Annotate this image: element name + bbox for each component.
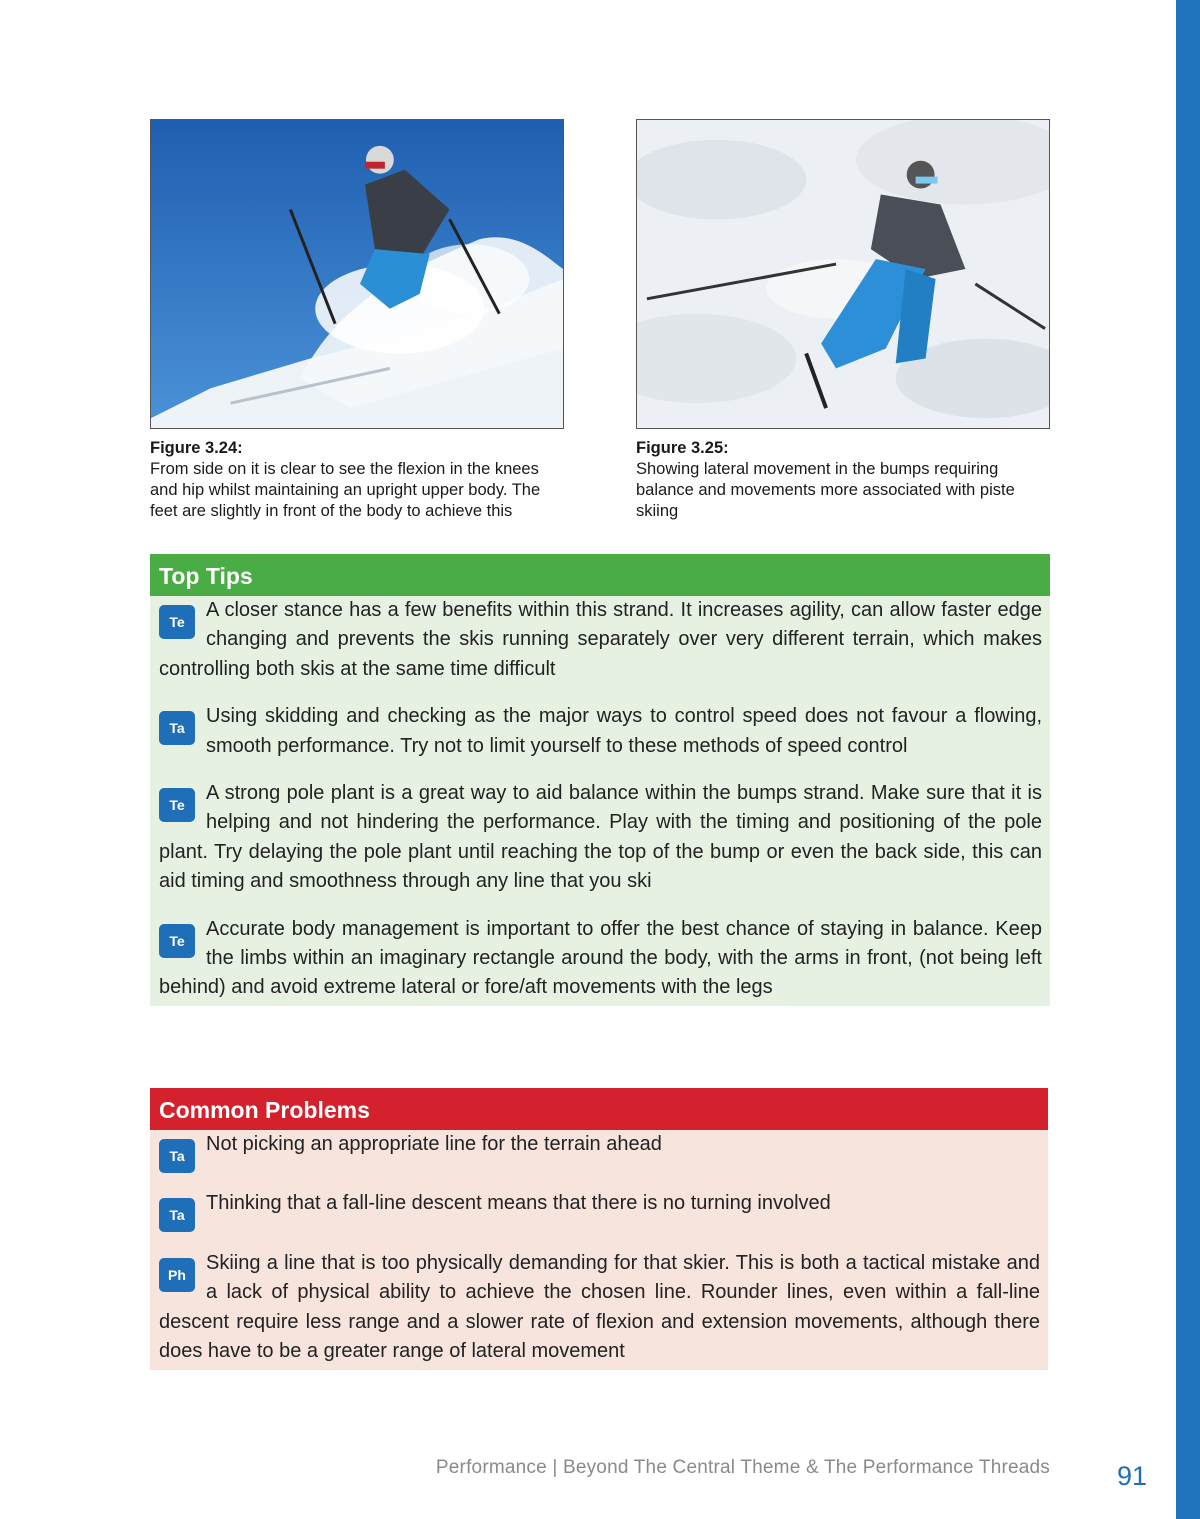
technical-badge: Te (159, 605, 195, 639)
figure-caption-title: Figure 3.25: (636, 439, 729, 457)
tip-text: Using skidding and checking as the major ways to control speed does not favour a flowing, smooth performance. Try not to limit yourself to these methods of speed control (206, 705, 1042, 757)
tip-text: Accurate body management is important to offer the best chance of staying in balance. Keep the limbs within an imaginary rectangle around the body, with the arms in front, (not being left behind) and avoid extreme lateral or fore/aft movements with the legs (159, 917, 1042, 999)
tip-item (150, 596, 1050, 684)
figure-3-24 (150, 119, 564, 522)
figure-caption (636, 438, 1050, 522)
figure-caption-text: From side on it is clear to see the flexion in the knees and hip whilst maintaining an upright upper body. The feet are slightly in front of the body to achieve this (150, 460, 541, 520)
top-tips-title: Top Tips (150, 554, 1050, 596)
common-problems-box (150, 1088, 1048, 1370)
page-number: 91 (1117, 1461, 1148, 1491)
tip-text: A closer stance has a few benefits within this strand. It increases agility, can allow faster edge changing and prevents the skis running separately over very different terrain, which makes controlling both skis at the same time difficult (159, 599, 1042, 680)
top-tips-box (150, 554, 1050, 1006)
problem-text: Not picking an appropriate line for the terrain ahead (206, 1133, 662, 1155)
tactical-badge: Ta (159, 1139, 195, 1173)
figure-caption (150, 438, 564, 522)
common-problems-title: Common Problems (150, 1088, 1048, 1130)
skier-powder-photo (150, 119, 564, 429)
technical-badge: Te (159, 788, 195, 822)
physical-badge: Ph (159, 1258, 195, 1292)
problem-text: Thinking that a fall-line descent means that there is no turning involved (206, 1192, 831, 1215)
skier-bumps-photo (636, 119, 1050, 429)
figure-3-25 (636, 119, 1050, 522)
page-edge-bar (1176, 0, 1200, 1519)
tip-text: A strong pole plant is a great way to aid balance within the bumps strand. Make sure that it is helping and not hindering the performance. Play with the timing and positioning of the pole plant. Try delaying the pole plant until reaching the top of the bump or even the back side, this can aid timing and smoothness through any line that you ski (159, 782, 1042, 893)
tip-item (150, 779, 1050, 897)
figure-caption-text: Showing lateral movement in the bumps requiring balance and movements more associated with piste skiing (636, 460, 1015, 520)
technical-badge: Te (159, 924, 195, 958)
figure-caption-title: Figure 3.24: (150, 439, 243, 457)
problem-item (150, 1249, 1048, 1367)
problem-item (150, 1130, 1048, 1164)
running-footer: Performance | Beyond The Central Theme & The Performance Threads (435, 1457, 1050, 1478)
tip-item (150, 915, 1050, 1003)
tactical-badge: Ta (159, 1198, 195, 1232)
tip-item (150, 702, 1050, 761)
problem-item (150, 1189, 1048, 1224)
tactical-badge: Ta (159, 711, 195, 745)
problem-text: Skiing a line that is too physically demanding for that skier. This is both a tactical mistake and a lack of physical ability to achieve the chosen line. Rounder lines, even within a fall-line descent require less range and a slower rate of flexion and extension movements, although there does have to be a greater range of lateral movement (159, 1251, 1040, 1363)
